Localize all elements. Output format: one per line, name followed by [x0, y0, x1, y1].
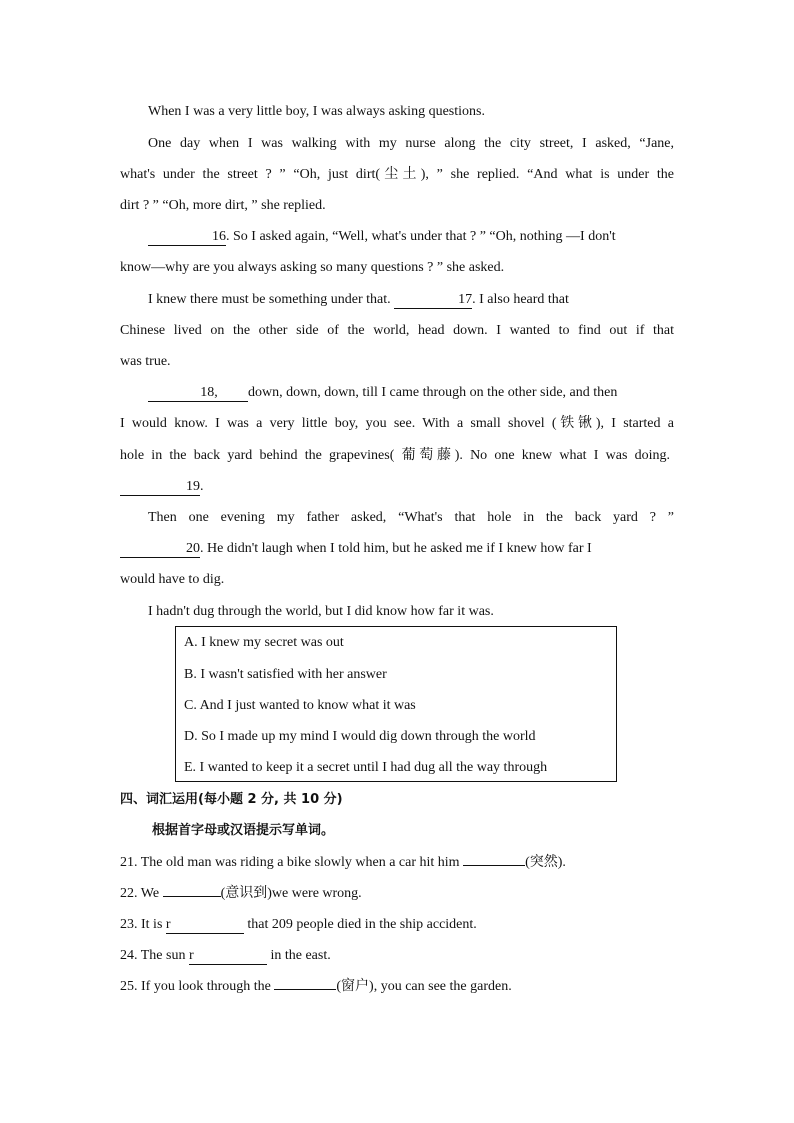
- question-24: [120, 940, 680, 971]
- paragraph-5-line-3: hole in the back yard behind the grapevines( 葡萄藤). No one knew what I was doing.: [120, 448, 670, 463]
- answer-blank-22[interactable]: [163, 896, 221, 897]
- paragraph-3-line-2: know—why are you always asking so many questions ? ” she asked.: [120, 260, 505, 275]
- answer-blank-21[interactable]: [463, 865, 525, 866]
- question-22: [120, 878, 680, 909]
- question-22-hint: (意识到)we were wrong.: [220, 886, 362, 901]
- option-a: A. I knew my secret was out: [184, 635, 344, 650]
- paragraph-7: I hadn't dug through the world, but I did know how far it was.: [148, 604, 494, 619]
- paragraph-6-line-2: [120, 533, 674, 564]
- option-c: C. And I just wanted to know what it was: [184, 698, 416, 713]
- paragraph-2-line-2: what's under the street ? ” “Oh, just dirt(尘土), ” she replied. “And what is under the: [120, 167, 674, 182]
- section-4-instruction: 根据首字母或汉语提示写单词。: [152, 823, 335, 838]
- question-21-hint: (突然).: [525, 855, 566, 870]
- option-e: E. I wanted to keep it a secret until I had dug all the way through: [184, 760, 548, 775]
- answer-blank-17[interactable]: 17: [394, 291, 472, 309]
- options-box: [175, 626, 617, 782]
- question-24-rest: in the east.: [266, 948, 331, 963]
- question-21: [120, 847, 680, 878]
- paragraph-5-line-1: [148, 377, 674, 408]
- paragraph-3-text: . So I asked again, “Well, what's under that ? ” “Oh, nothing —I don't: [226, 229, 616, 244]
- answer-blank-25[interactable]: [274, 989, 336, 990]
- answer-blank-18[interactable]: 18,: [148, 384, 248, 402]
- paragraph-2-line-3: dirt ? ” “Oh, more dirt, ” she replied.: [120, 198, 326, 213]
- paragraph-6-line-1: Then one evening my father asked, “What's that hole in the back yard ? ”: [148, 510, 674, 525]
- paragraph-6-text: . He didn't laugh when I told him, but he asked me if I knew how far I: [200, 541, 592, 556]
- answer-blank-16[interactable]: 16: [148, 228, 226, 246]
- answer-blank-19[interactable]: 19: [120, 478, 200, 496]
- question-23: [120, 909, 680, 940]
- paragraph-4-text-a: I knew there must be something under that.: [148, 292, 395, 307]
- section-4-heading: 四、词汇运用(每小题 2 分, 共 10 分): [120, 792, 343, 807]
- question-25-hint: (窗户), you can see the garden.: [336, 979, 512, 994]
- option-b: B. I wasn't satisfied with her answer: [184, 667, 387, 682]
- question-22-text: 22. We: [120, 886, 163, 901]
- question-23-text: 23. It is: [120, 917, 166, 932]
- paragraph-4-line-3: was true.: [120, 354, 171, 369]
- question-24-text: 24. The sun: [120, 948, 189, 963]
- question-23-rest: that 209 people died in the ship accident.: [243, 917, 477, 932]
- paragraph-4-line-1: [148, 284, 674, 315]
- question-25: [120, 971, 680, 1002]
- paragraph-4-text-b: . I also heard that: [472, 292, 569, 307]
- paragraph-6-line-3: would have to dig.: [120, 572, 225, 587]
- paragraph-5-end: .: [200, 479, 204, 494]
- paragraph-1: When I was a very little boy, I was always asking questions.: [148, 104, 485, 119]
- answer-blank-24[interactable]: r: [189, 947, 267, 965]
- paragraph-5-line-4: [120, 471, 680, 502]
- paragraph-3-line-1: [148, 221, 674, 252]
- option-d: D. So I made up my mind I would dig down through the world: [184, 729, 536, 744]
- paragraph-5-line-2: I would know. I was a very little boy, you see. With a small shovel (铁锹), I started a: [120, 416, 674, 431]
- answer-blank-20[interactable]: 20: [120, 540, 200, 558]
- paragraph-5-text: down, down, down, till I came through on the other side, and then: [248, 385, 618, 400]
- answer-blank-23[interactable]: r: [166, 916, 244, 934]
- paragraph-4-line-2: Chinese lived on the other side of the world, head down. I wanted to find out if that: [120, 323, 674, 338]
- paragraph-2-line-1: One day when I was walking with my nurse along the city street, I asked, “Jane,: [148, 136, 674, 151]
- question-25-text: 25. If you look through the: [120, 979, 275, 994]
- question-21-text: 21. The old man was riding a bike slowly when a car hit him: [120, 855, 464, 870]
